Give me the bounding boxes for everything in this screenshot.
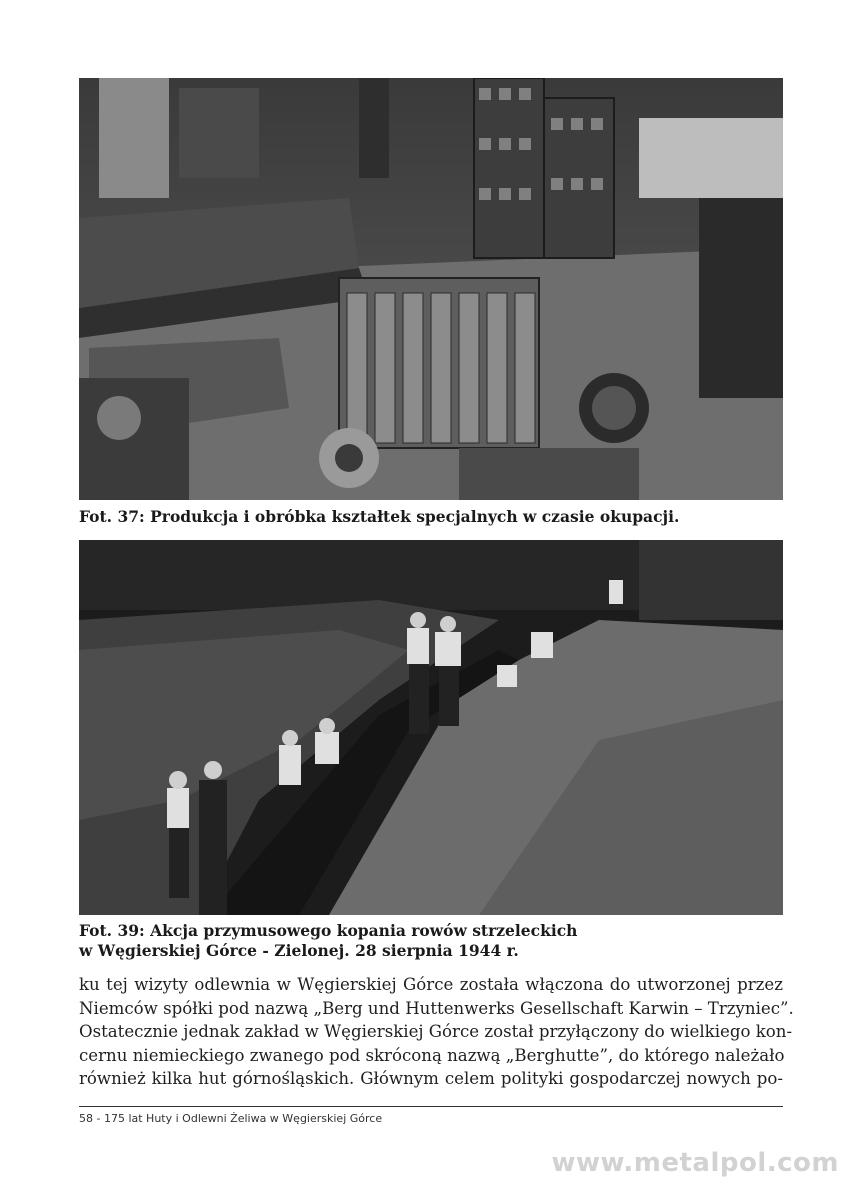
body-line: ku tej wizyty odlewnia w Węgierskiej Górce została włączona do utworzonej przez — [79, 975, 783, 994]
factory-photo — [79, 78, 783, 500]
caption-line-1: Fot. 39: Akcja przymusowego kopania rowów strzeleckich — [79, 921, 578, 940]
page-footer: 58 - 175 lat Huty i Odlewni Żeliwa w Węgierskiej Górce — [79, 1112, 383, 1125]
body-line: Niemców spółki pod nazwą „Berg und Huttenwerks Gesellschaft Karwin – Trzyniec”. — [79, 998, 794, 1018]
photo-caption-fot37: Fot. 37: Produkcja i obróbka kształtek specjalnych w czasie okupacji. — [79, 507, 680, 526]
body-paragraph — [79, 973, 794, 1091]
footer-divider — [79, 1106, 783, 1107]
photo-caption-fot39 — [79, 921, 783, 961]
body-line: cernu niemieckiego zwanego pod skróconą nazwą „Berghutte”, do którego należało — [79, 1045, 785, 1065]
body-line: Ostatecznie jednak zakład w Węgierskiej Górce został przyłączony do wielkiego kon- — [79, 1022, 793, 1041]
caption-line-2: w Węgierskiej Górce - Zielonej. 28 sierpnia 1944 r. — [79, 941, 519, 960]
watermark: www.metalpol.com — [551, 1148, 839, 1178]
factory-photo-icon — [79, 78, 783, 500]
body-line: również kilka hut górnośląskich. Głównym celem polityki gospodarczej nowych po- — [79, 1069, 783, 1088]
trench-photo — [79, 540, 783, 915]
trench-photo-icon — [79, 540, 783, 915]
